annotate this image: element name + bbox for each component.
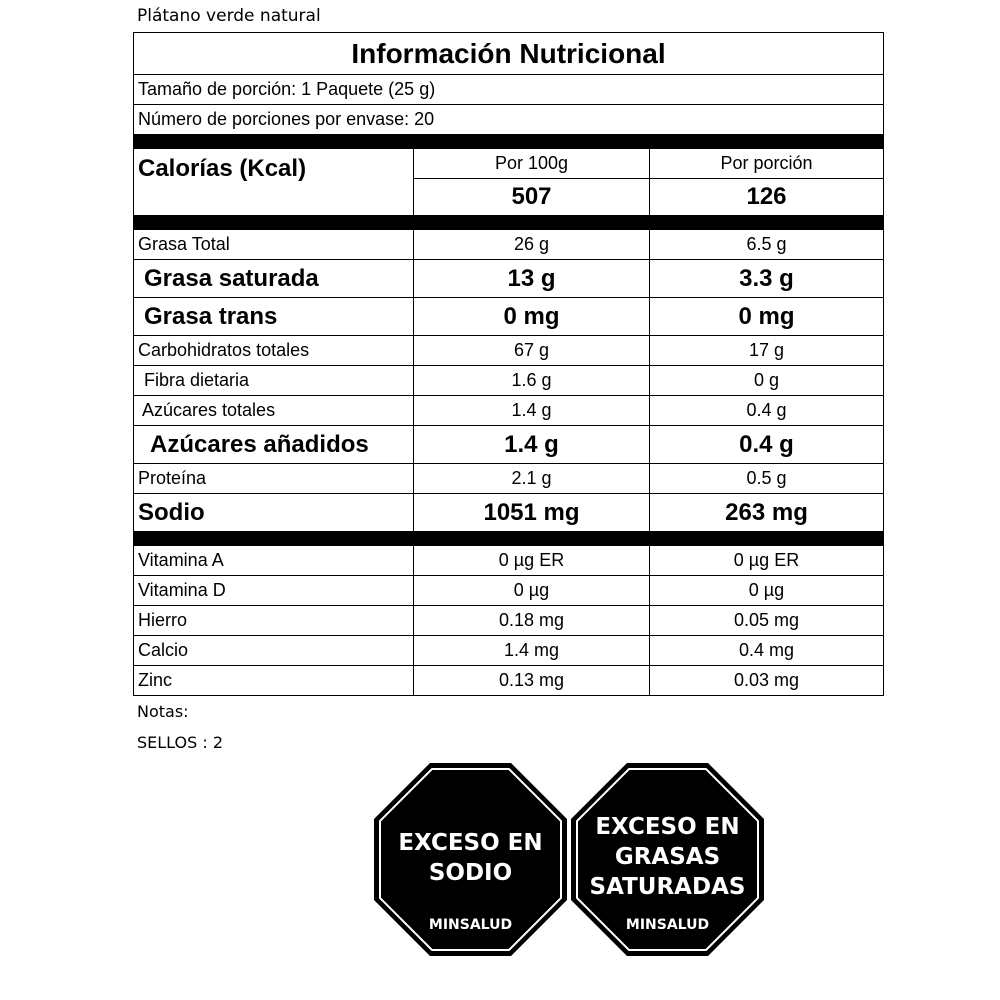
nutrient-per100: 1.4 g [414,396,650,425]
nutrient-row-proteina [134,464,883,494]
vitamin-portion: 0 µg [748,580,785,600]
seal-footer: MINSALUD [625,917,710,933]
vitamin-row-zinc [134,666,883,695]
vitamin-row-vitamina-a [134,546,883,576]
seal-line: EXCESO EN [595,814,740,840]
nutrient-name: Carbohidratos totales [134,336,414,365]
vitamin-per100: 0.13 mg [414,666,650,695]
vitamin-per100: 0.18 mg [414,606,650,635]
thick-divider [134,531,883,546]
nutrient-portion: 17 g [748,340,785,360]
nutrient-per100: 1.6 g [414,366,650,395]
nutrient-name: Grasa trans [134,298,414,335]
vitamin-per100: 1.4 mg [414,636,650,665]
vitamin-name: Vitamina D [134,576,414,605]
nutrient-portion: 0 mg [738,302,795,330]
seals-count: SELLOS : 2 [137,733,224,752]
nutrient-portion: 0.4 g [739,430,794,458]
serving-size: Tamaño de porción: 1 Paquete (25 g) [134,75,883,105]
nutrient-portion: 6.5 g [746,234,787,254]
nutrient-portion: 263 mg [725,498,808,526]
vitamin-row-hierro [134,606,883,636]
seal-exceso-sodio [373,762,568,957]
nutrient-name: Sodio [134,494,414,531]
calories-value-100g: 507 [511,183,552,210]
nutrient-row-grasa-trans [134,298,883,336]
vitamin-row-vitamina-d [134,576,883,606]
nutrient-row-sodio [134,494,883,531]
seal-line: GRASAS [614,844,721,870]
nutrient-row-azucares-anadidos [134,426,883,464]
col-header-100g: Por 100g [414,149,649,179]
nutrient-name: Proteína [134,464,414,493]
thick-divider [134,215,883,230]
nutrient-name: Azúcares añadidos [134,426,414,463]
vitamin-row-calcio [134,636,883,666]
vitamin-name: Zinc [134,666,414,695]
product-name: Plátano verde natural [137,6,321,26]
col-header-portion: Por porción [650,149,883,179]
vitamin-name: Hierro [134,606,414,635]
seal-line: EXCESO EN [398,830,543,856]
nutrient-per100: 1051 mg [414,494,650,531]
seal-text [373,828,568,888]
seal-line: SATURADAS [589,874,746,900]
nutrient-portion: 0 g [753,370,780,390]
servings-per-container: Número de porciones por envase: 20 [138,109,435,129]
label-title: Información Nutricional [134,33,883,75]
calories-row [134,149,883,215]
nutrient-portion: 3.3 g [739,264,794,292]
nutrient-row-carbohidratos [134,336,883,366]
nutrition-label [133,32,884,696]
seal-footer: MINSALUD [428,917,513,933]
notes-label: Notas: [137,702,189,721]
vitamin-portion: 0.4 mg [738,640,795,660]
vitamin-name: Calcio [134,636,414,665]
seal-exceso-grasas-saturadas [570,762,765,957]
calories-col-100g [414,149,650,215]
nutrient-row-fibra [134,366,883,396]
nutrient-row-grasa-saturada [134,260,883,298]
nutrient-per100: 67 g [414,336,650,365]
calories-col-portion [650,149,883,215]
nutrient-per100: 26 g [414,230,650,259]
vitamin-portion: 0 µg ER [733,550,800,570]
vitamin-per100: 0 µg [414,576,650,605]
nutrient-row-grasa-total [134,230,883,260]
nutrient-portion: 0.4 g [746,400,787,420]
vitamin-portion: 0.03 mg [733,670,800,690]
vitamin-per100: 0 µg ER [414,546,650,575]
nutrient-per100: 0 mg [414,298,650,335]
vitamin-portion: 0.05 mg [733,610,800,630]
nutrient-per100: 1.4 g [414,426,650,463]
nutrient-name: Fibra dietaria [134,366,414,395]
nutrient-per100: 2.1 g [414,464,650,493]
seal-line: SODIO [428,860,513,886]
seal-text [570,812,765,902]
nutrient-name: Azúcares totales [134,396,414,425]
nutrient-row-azucares-totales [134,396,883,426]
nutrient-name: Grasa Total [134,230,414,259]
nutrient-portion: 0.5 g [746,468,787,488]
thick-divider [134,134,883,149]
vitamin-name: Vitamina A [134,546,414,575]
nutrient-name: Grasa saturada [134,260,414,297]
nutrient-per100: 13 g [414,260,650,297]
calories-label: Calorías (Kcal) [134,149,414,215]
calories-value-portion: 126 [746,183,787,210]
